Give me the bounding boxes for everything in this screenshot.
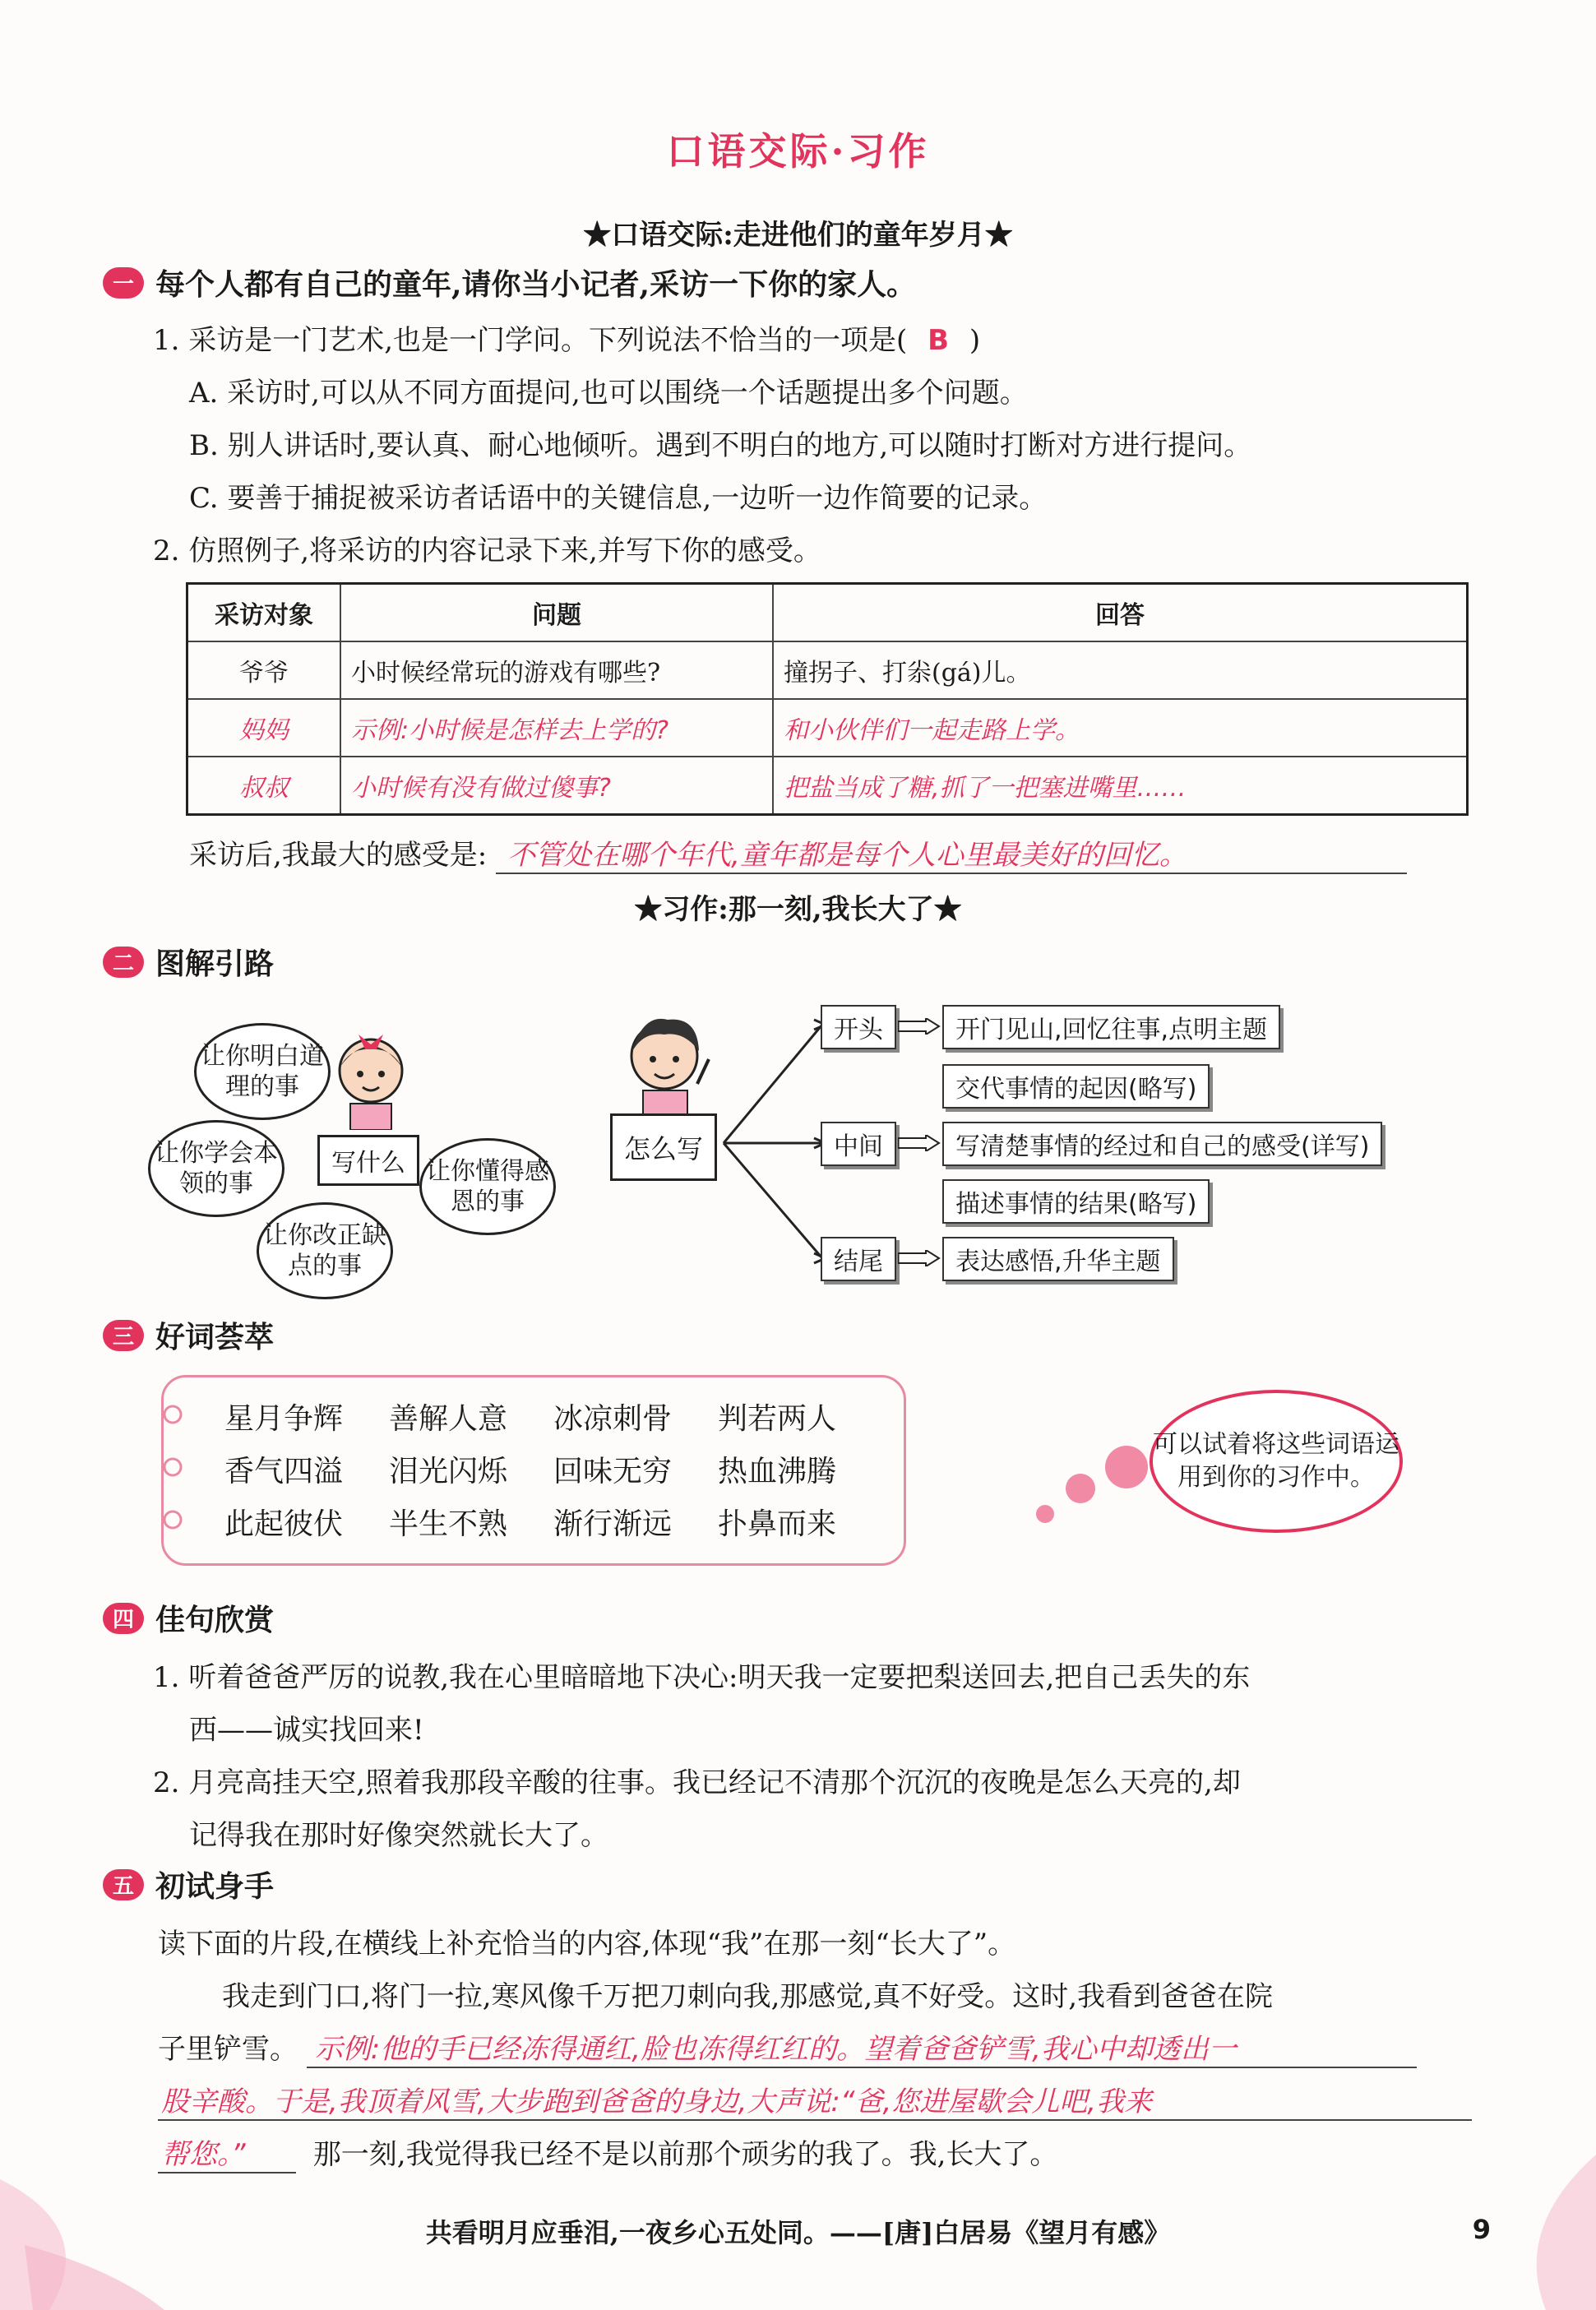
what-to-write-box: 写什么 xyxy=(317,1135,419,1186)
word-item: 渐行渐远 xyxy=(553,1507,673,1541)
option-b: B. 别人讲话时,要认真、耐心地倾听。遇到不明白的地方,可以随时打断对方进行提问。 xyxy=(189,429,1252,462)
oral-heading: ★口语交际:走进他们的童年岁月★ xyxy=(583,219,1013,252)
opening-label: 开头 xyxy=(821,1005,896,1049)
section-2-title: 图解引路 xyxy=(155,947,275,981)
table-header-row xyxy=(187,584,1468,642)
sentence-1b: 西——诚实找回来! xyxy=(189,1714,424,1747)
decor-dot xyxy=(1105,1446,1148,1488)
word-item: 冰凉刺骨 xyxy=(553,1402,673,1436)
table-cell: 叔叔 xyxy=(187,757,341,815)
option-c: C. 要善于捕捉被采访者话语中的关键信息,一边听一边作简要的记录。 xyxy=(189,482,1048,515)
section-4-heading xyxy=(103,1597,274,1639)
table-row xyxy=(187,641,1468,699)
passage-text: 那一刻,我觉得我已经不是以前那个顽劣的我了。我,长大了。 xyxy=(312,2138,1058,2171)
bubble: 让你明白道理的事 xyxy=(194,1023,331,1120)
sentence-2a: 2. 月亮高挂天空,照着我那段辛酸的往事。我已经记不清那个沉沉的夜晚是怎么天亮的,却 xyxy=(153,1766,1241,1799)
word-item: 善解人意 xyxy=(389,1402,508,1436)
passage-line-2 xyxy=(158,2026,1417,2068)
question-1-text: 1. 采访是一门艺术,也是一门学问。下列说法不恰当的一项是( xyxy=(153,324,908,357)
table-cell: 妈妈 xyxy=(187,699,341,757)
section-5-title: 初试身手 xyxy=(155,1869,275,1904)
page-number: 9 xyxy=(1472,2214,1491,2245)
sentence-1a: 1. 听着爸爸严厉的说教,我在心里暗暗地下决心:明天我一定要把梨送回去,把自己丢失的东 xyxy=(153,1661,1251,1694)
table-header: 回答 xyxy=(773,584,1468,642)
writing-heading: ★习作:那一刻,我长大了★ xyxy=(634,893,962,926)
girl-illustration xyxy=(326,1025,416,1130)
section-2-heading xyxy=(103,941,274,983)
bubble: 让你懂得感恩的事 xyxy=(419,1138,556,1235)
how-to-write-box: 怎么写 xyxy=(610,1113,717,1181)
good-words-box xyxy=(161,1375,906,1566)
instruction: 读下面的片段,在横线上补充恰当的内容,体现“我”在那一刻“长大了”。 xyxy=(158,1928,1016,1960)
table-cell: 把盐当成了糖,抓了一把塞进嘴里…… xyxy=(773,757,1468,815)
middle-step-3: 描述事情的结果(略写) xyxy=(942,1179,1210,1224)
table-header: 采访对象 xyxy=(187,584,341,642)
section-badge: 四 xyxy=(103,1603,144,1634)
section-1-text: 每个人都有自己的童年,请你当小记者,采访一下你的家人。 xyxy=(155,267,917,302)
word-item: 此起彼伏 xyxy=(224,1507,344,1541)
section-badge: 一 xyxy=(103,267,144,299)
section-4-title: 佳句欣赏 xyxy=(155,1603,275,1637)
section-badge: 五 xyxy=(103,1869,144,1900)
arrow-icon xyxy=(898,1250,941,1266)
table-cell: 撞拐子、打尜(gá)儿。 xyxy=(773,641,1468,699)
page-title: 口语交际·习作 xyxy=(666,129,930,174)
question-1-answer: B xyxy=(928,324,950,357)
sentence-2b: 记得我在那时好像突然就长大了。 xyxy=(189,1819,608,1852)
word-item: 扑鼻而来 xyxy=(718,1507,837,1541)
answer-line-1: 示例:他的手已经冻得通红,脸也冻得红红的。望着爸爸铲雪,我心中却透出一 xyxy=(307,2026,1417,2068)
section-3-title: 好词荟萃 xyxy=(155,1320,275,1354)
decor-dot xyxy=(1066,1474,1095,1503)
bubble: 让你改正缺点的事 xyxy=(257,1202,393,1299)
question-1 xyxy=(153,317,980,358)
section-3-heading xyxy=(103,1314,274,1356)
question-1-close: ) xyxy=(969,324,981,357)
table-cell: 和小伙伴们一起走路上学。 xyxy=(773,699,1468,757)
middle-step-1: 交代事情的起因(略写) xyxy=(942,1064,1210,1109)
feeling-row xyxy=(189,832,1407,874)
decor-dot xyxy=(1036,1505,1054,1523)
section-1-heading xyxy=(103,262,916,303)
opening-desc: 开门见山,回忆往事,点明主题 xyxy=(942,1005,1280,1049)
word-item: 回味无穷 xyxy=(553,1455,673,1488)
passage-line-4 xyxy=(158,2132,1057,2173)
option-a: A. 采访时,可以从不同方面提问,也可以围绕一个话题提出多个问题。 xyxy=(189,377,1028,410)
feeling-label: 采访后,我最大的感受是: xyxy=(189,839,488,872)
passage-text: 子里铲雪。 xyxy=(158,2033,298,2066)
section-5-heading xyxy=(103,1863,274,1905)
feeling-answer: 不管处在哪个年代,童年都是每个人心里最美好的回忆。 xyxy=(496,832,1407,874)
answer-line-2: 股辛酸。于是,我顶着风雪,大步跑到爸爸的身边,大声说:“爸,您进屋歇会儿吧,我来 xyxy=(158,2079,1472,2121)
interview-table xyxy=(186,582,1469,816)
word-item: 香气四溢 xyxy=(224,1455,344,1488)
table-cell: 小时候经常玩的游戏有哪些? xyxy=(340,641,773,699)
passage-line-1: 我走到门口,将门一拉,寒风像千万把刀刺向我,那感觉,真不好受。这时,我看到爸爸在院 xyxy=(222,1980,1274,2013)
middle-step-2: 写清楚事情的经过和自己的感受(详写) xyxy=(942,1122,1382,1166)
section-badge: 二 xyxy=(103,947,144,978)
ending-desc: 表达感悟,升华主题 xyxy=(942,1237,1174,1281)
table-cell: 示例:小时候是怎样去上学的? xyxy=(340,699,773,757)
table-cell: 爷爷 xyxy=(187,641,341,699)
footer-quote: 共看明月应垂泪,一夜乡心五处同。——[唐]白居易《望月有感》 xyxy=(425,2217,1171,2248)
passage-line-3 xyxy=(158,2079,1472,2121)
word-item: 泪光闪烁 xyxy=(389,1455,508,1488)
word-item: 半生不熟 xyxy=(389,1507,508,1541)
middle-label: 中间 xyxy=(821,1122,896,1166)
word-item: 星月争辉 xyxy=(224,1402,344,1436)
table-cell: 小时候有没有做过傻事? xyxy=(340,757,773,815)
table-header: 问题 xyxy=(340,584,773,642)
tip-bubble: 可以试着将这些词语运用到你的习作中。 xyxy=(1150,1390,1403,1533)
bubble: 让你学会本领的事 xyxy=(148,1120,285,1217)
word-item: 判若两人 xyxy=(718,1402,837,1436)
question-2: 2. 仿照例子,将采访的内容记录下来,并写下你的感受。 xyxy=(153,535,821,567)
table-row xyxy=(187,757,1468,815)
answer-line-3: 帮您。” xyxy=(158,2132,296,2173)
arrow-icon xyxy=(898,1135,941,1151)
word-item: 热血沸腾 xyxy=(718,1455,837,1488)
arrow-icon xyxy=(898,1018,941,1035)
section-badge: 三 xyxy=(103,1320,144,1351)
ending-label: 结尾 xyxy=(821,1237,896,1281)
binder-rings-icon xyxy=(148,1398,189,1546)
table-row xyxy=(187,699,1468,757)
